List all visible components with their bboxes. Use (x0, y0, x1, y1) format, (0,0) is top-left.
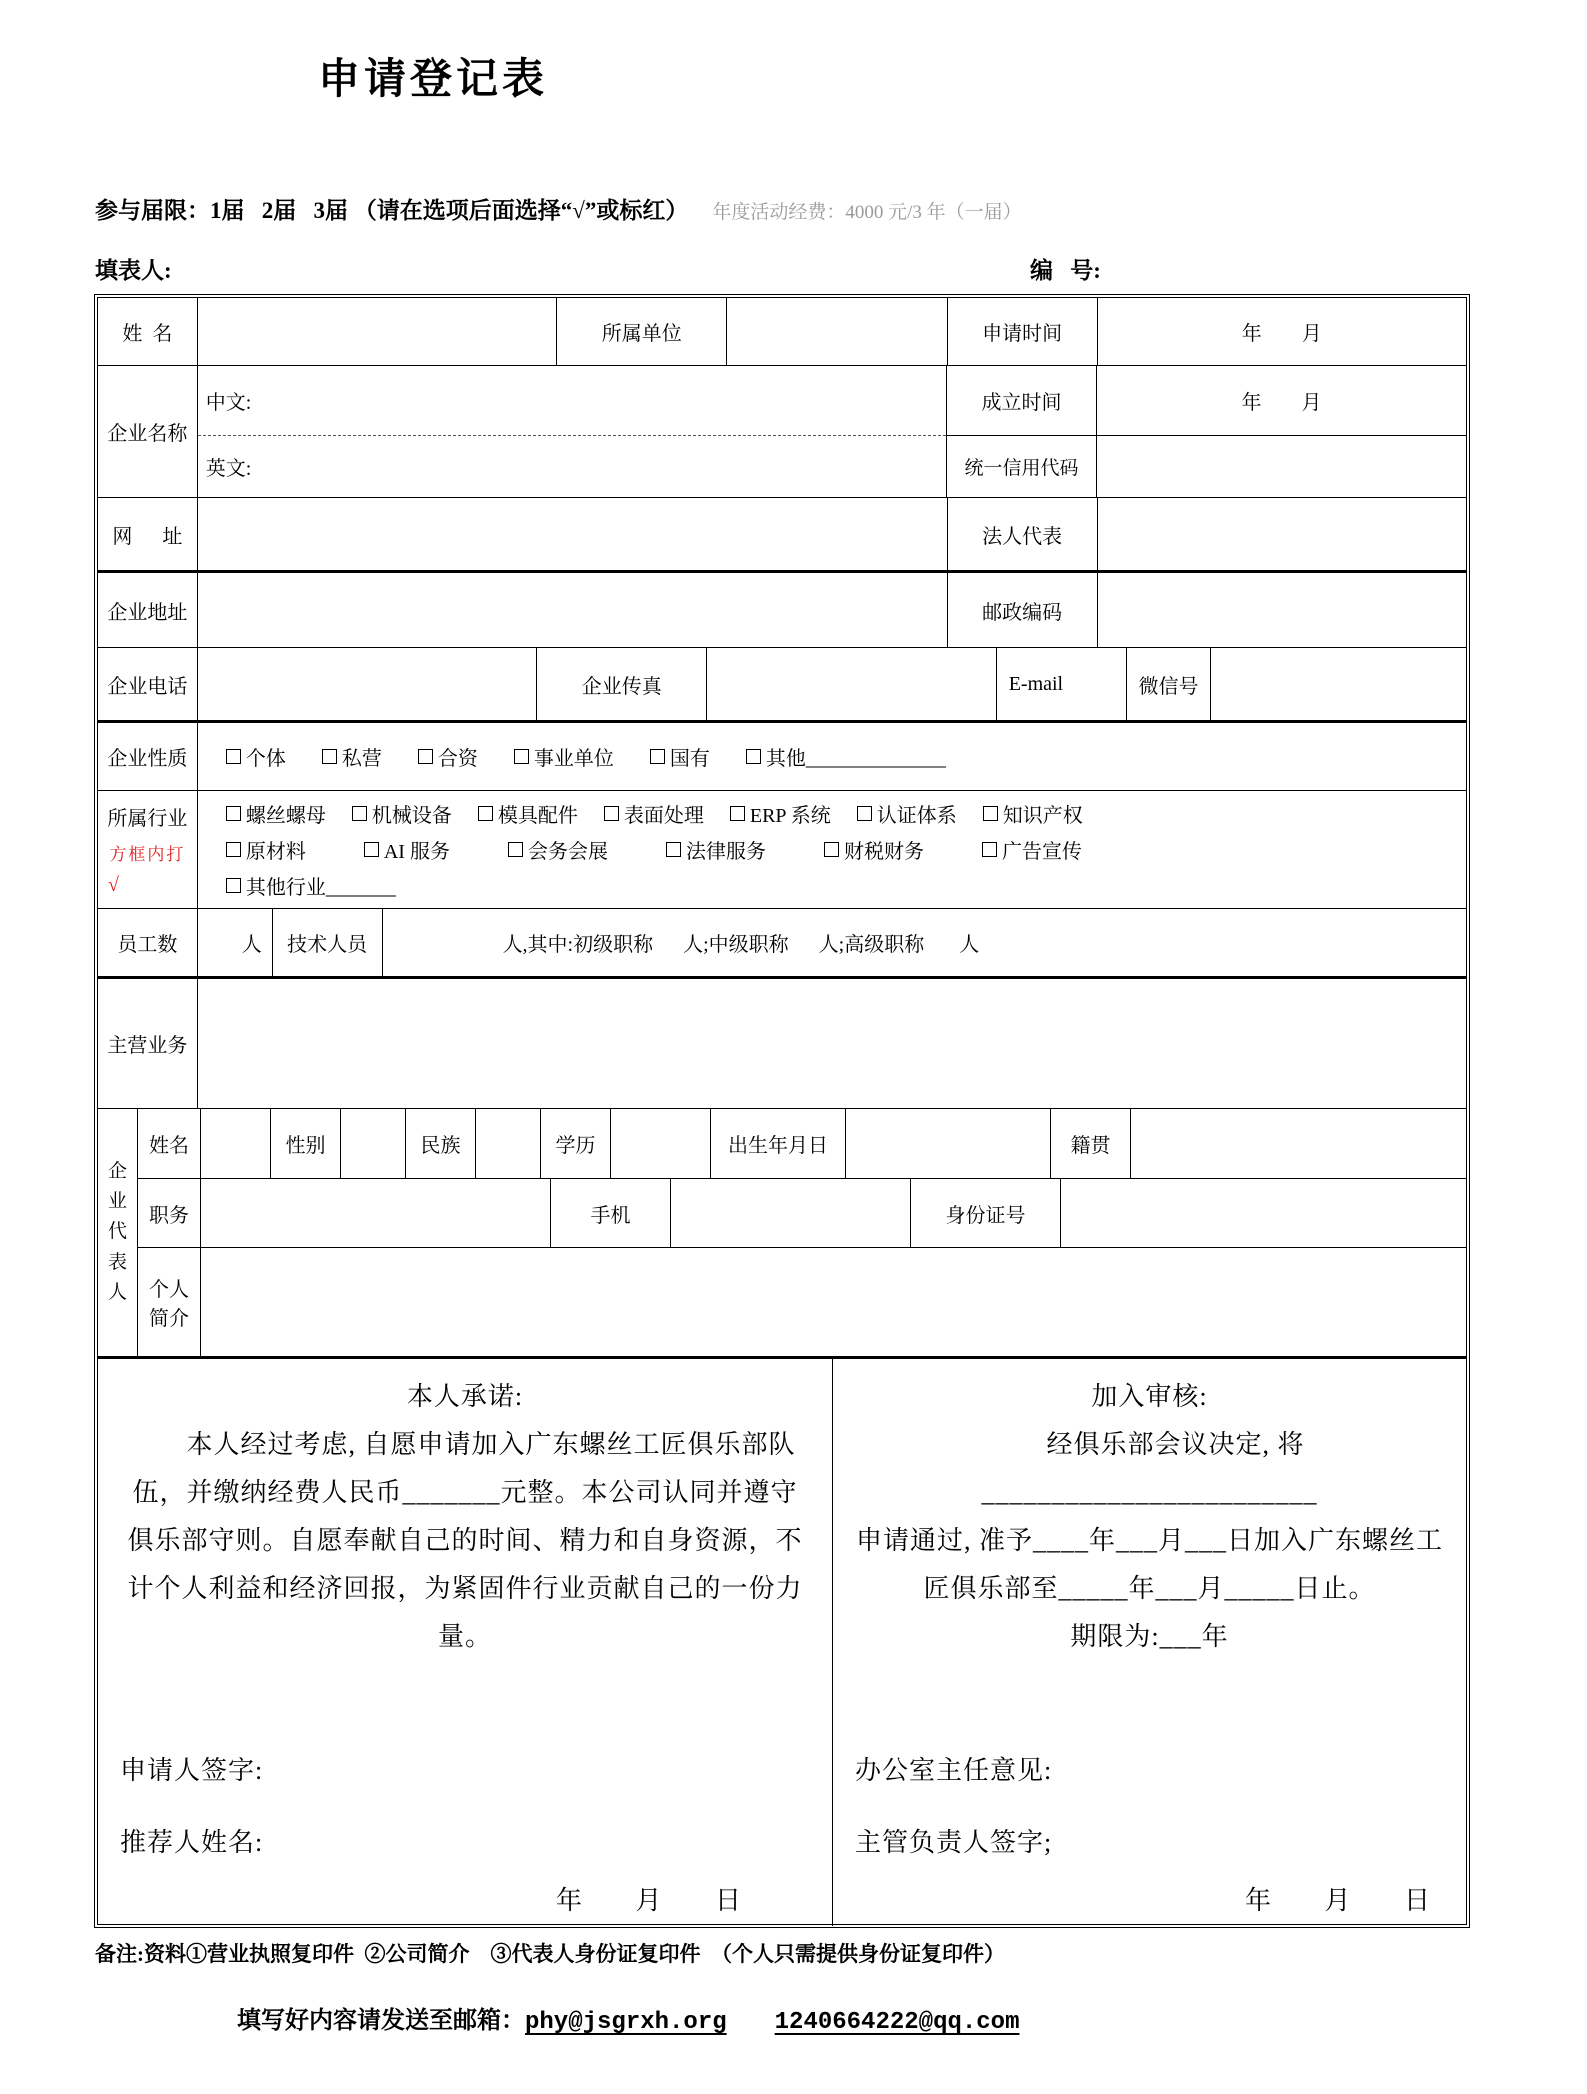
company-name-label: 企业名称 (98, 366, 198, 497)
rep-position-label: 职务 (138, 1179, 201, 1248)
checkbox-label: 私营 (341, 748, 382, 770)
rep-intro-value[interactable] (201, 1248, 1466, 1356)
checkbox-icon[interactable] (650, 749, 665, 764)
rep-birth-label: 出生年月日 (711, 1109, 846, 1178)
rep-label: 企业代表人 (98, 1109, 138, 1356)
row-website (98, 498, 1466, 573)
review-line3: 期限为:___年 (1070, 1622, 1229, 1652)
checkbox-label: AI 服务 (383, 840, 450, 863)
rep-mobile-value[interactable] (671, 1179, 911, 1248)
staff-count-label: 员工数 (98, 909, 198, 976)
rep-name-value[interactable] (201, 1109, 271, 1178)
supervisor-signature-label[interactable]: 主管负责人签字; (855, 1828, 1053, 1857)
review-line1: 经俱乐部会议决定, 将________________________ (981, 1430, 1318, 1508)
row-industry (98, 791, 1466, 909)
establish-time-label: 成立时间 (947, 366, 1097, 435)
checkbox-icon[interactable] (226, 806, 241, 821)
rep-edu-label: 学历 (541, 1109, 611, 1178)
wechat-value[interactable] (1211, 648, 1466, 720)
industry-option[interactable] (478, 799, 578, 828)
company-name-en[interactable]: 英文: (205, 458, 252, 480)
rep-mobile-label: 手机 (551, 1179, 671, 1248)
main-business-value[interactable] (198, 979, 1466, 1108)
postcode-label: 邮政编码 (948, 573, 1098, 647)
nature-option[interactable] (746, 742, 946, 771)
row-representative (98, 1109, 1466, 1359)
checkbox-label: 财税财务 (843, 840, 924, 863)
industry-label-block (98, 791, 198, 908)
rep-gender-label: 性别 (271, 1109, 341, 1178)
checkbox-icon[interactable] (857, 806, 872, 821)
checkbox-icon[interactable] (226, 749, 241, 764)
nature-option[interactable] (514, 742, 614, 771)
referrer-name-label[interactable]: 推荐人姓名: (120, 1828, 264, 1857)
checkbox-icon[interactable] (352, 806, 367, 821)
main-business-label: 主营业务 (98, 979, 198, 1108)
review-line2: 申请通过, 准予____年___月___日加入广东螺丝工匠俱乐部至_____年___月_____日止。 (855, 1526, 1443, 1604)
checkbox-label: 广告宣传 (1001, 840, 1082, 863)
fax-label: 企业传真 (537, 648, 707, 720)
fee-note: 年度活动经费：4000 元/3 年（一届） (712, 202, 1022, 223)
row-commitment-review (98, 1359, 1466, 1926)
tech-staff-detail[interactable]: 人,其中:初级职称 人;中级职称 人;高级职称 人 (502, 934, 980, 956)
industry-option[interactable] (983, 799, 1083, 828)
industry-label: 所属行业 (107, 807, 188, 830)
form-filler-label: 填表人: (95, 258, 172, 283)
checkbox-label: 法律服务 (685, 840, 766, 863)
postcode-value[interactable] (1098, 573, 1466, 647)
establish-time-value[interactable]: 年 月 (1241, 392, 1322, 414)
row-main-business (98, 979, 1466, 1109)
apply-time-label: 申请时间 (948, 298, 1098, 365)
wechat-label: 微信号 (1127, 648, 1212, 720)
checkbox-icon[interactable] (364, 842, 379, 857)
credit-code-label: 统一信用代码 (947, 436, 1097, 497)
phone-value[interactable] (198, 648, 538, 720)
checkbox-icon[interactable] (746, 749, 761, 764)
commitment-title: 本人承诺: (406, 1382, 524, 1411)
credit-code-value[interactable] (1097, 436, 1466, 497)
checkbox-label: 螺丝螺母 (245, 804, 326, 827)
review-cell (833, 1359, 1466, 1926)
rep-ethnic-value[interactable] (476, 1109, 541, 1178)
review-title: 加入审核: (1091, 1382, 1208, 1411)
review-date-line[interactable]: 年 月 日 (1244, 1886, 1431, 1915)
industry-options (198, 791, 1466, 908)
email-link-1[interactable]: phy@jsgrxh.org (525, 2009, 727, 2036)
name-value[interactable] (198, 298, 557, 365)
checkbox-icon[interactable] (666, 842, 681, 857)
fax-value[interactable] (707, 648, 997, 720)
rep-position-value[interactable] (201, 1179, 551, 1248)
nature-option[interactable] (322, 742, 382, 771)
rep-gender-value[interactable] (341, 1109, 406, 1178)
checkbox-label: 合资 (437, 748, 478, 770)
industry-option[interactable] (364, 835, 450, 864)
apply-time-value[interactable]: 年 月 (1241, 323, 1322, 345)
nature-options (198, 723, 1466, 790)
rep-origin-value[interactable] (1131, 1109, 1466, 1178)
staff-count-unit[interactable]: 人 (198, 909, 273, 976)
rep-name-label: 姓名 (138, 1109, 201, 1178)
checkbox-label: 个体 (245, 748, 286, 770)
nature-option[interactable] (226, 742, 286, 771)
rep-intro-label: 个人简介 (138, 1248, 201, 1356)
tech-staff-label: 技术人员 (273, 909, 383, 976)
checkbox-icon[interactable] (418, 749, 433, 764)
industry-option[interactable] (508, 835, 608, 864)
industry-option[interactable] (226, 835, 306, 864)
check-mark: √ (108, 874, 119, 897)
rep-edu-value[interactable] (611, 1109, 711, 1178)
rep-origin-label: 籍贯 (1051, 1109, 1131, 1178)
checkbox-icon[interactable] (226, 878, 241, 893)
industry-option[interactable] (824, 835, 924, 864)
commitment-cell (98, 1359, 833, 1926)
address-value[interactable] (198, 573, 948, 647)
email-link-2[interactable]: 1240664222@qq.com (774, 2009, 1020, 2036)
checkbox-icon[interactable] (508, 842, 523, 857)
unit-value[interactable] (727, 298, 948, 365)
checkbox-label: 其他行业_______ (245, 877, 396, 900)
nature-label: 企业性质 (98, 723, 198, 790)
participation-label: 参与届限：1届 2届 3届 （请在选项后面选择“√”或标红） (95, 198, 689, 223)
checkbox-label: ERP 系统 (749, 804, 831, 827)
application-table (97, 297, 1467, 1925)
email-label: E-mail (997, 648, 1127, 720)
checkbox-icon[interactable] (322, 749, 337, 764)
rep-birth-value[interactable] (846, 1109, 1051, 1178)
participation-line (95, 192, 1022, 225)
unit-label: 所属单位 (557, 298, 727, 365)
legal-rep-value[interactable] (1098, 498, 1466, 570)
page-title: 申请登记表 (318, 57, 549, 103)
send-to-label: 填写好内容请发送至邮箱： (237, 2008, 525, 2034)
rep-id-value[interactable] (1061, 1179, 1466, 1248)
industry-option[interactable] (666, 835, 766, 864)
checkbox-icon[interactable] (478, 806, 493, 821)
nature-option[interactable] (650, 742, 710, 771)
row-staff (98, 909, 1466, 979)
checkbox-label: 模具配件 (497, 804, 578, 827)
row-contacts (98, 648, 1466, 723)
checkbox-label: 会务会展 (527, 840, 608, 863)
applicant-signature-label[interactable]: 申请人签字: (120, 1756, 264, 1785)
company-name-cn[interactable]: 中文: (198, 366, 946, 436)
website-value[interactable] (198, 498, 948, 570)
row-company-nature (98, 723, 1466, 791)
industry-option[interactable] (730, 799, 831, 828)
industry-note-red: 方框内打 (109, 844, 186, 864)
industry-option[interactable] (982, 835, 1082, 864)
commitment-date-line[interactable]: 年 月 日 (555, 1886, 742, 1915)
checkbox-icon[interactable] (730, 806, 745, 821)
checkbox-label: 原材料 (245, 840, 306, 863)
checkbox-icon[interactable] (824, 842, 839, 857)
industry-option[interactable] (604, 799, 704, 828)
industry-option[interactable] (226, 871, 396, 900)
industry-option[interactable] (352, 799, 452, 828)
checkbox-label: 国有 (669, 748, 710, 770)
checkbox-icon[interactable] (226, 842, 241, 857)
industry-option[interactable] (226, 799, 326, 828)
name-label: 姓 名 (98, 298, 198, 365)
rep-ethnic-label: 民族 (406, 1109, 476, 1178)
website-label: 网 址 (98, 498, 198, 570)
row-applicant (98, 298, 1466, 366)
phone-label: 企业电话 (98, 648, 198, 720)
checkbox-icon[interactable] (983, 806, 998, 821)
checkbox-label: 机械设备 (371, 804, 452, 827)
commitment-body: 本人经过考虑, 自愿申请加入广东螺丝工匠俱乐部队伍，并缴纳经费人民币_______元整。本公司认同并遵守俱乐部守则。自愿奉献自己的时间、精力和自身资源，不计个人利益和经济回报，为紧固件行业贡献自己的一份力量。 (127, 1430, 803, 1652)
checkbox-label: 知识产权 (1002, 804, 1083, 827)
address-label: 企业地址 (98, 573, 198, 647)
checkbox-icon[interactable] (514, 749, 529, 764)
row-company-name (98, 366, 1466, 498)
legal-rep-label: 法人代表 (948, 498, 1098, 570)
office-director-opinion-label[interactable]: 办公室主任意见: (855, 1756, 1053, 1785)
checkbox-label: 表面处理 (623, 804, 704, 827)
remark-line: 备注:资料①营业执照复印件 ②公司简介 ③代表人身份证复印件 （个人只需提供身份证复印件） (95, 1942, 1005, 1966)
checkbox-icon[interactable] (604, 806, 619, 821)
checkbox-label: 其他______________ (765, 748, 946, 770)
footer-mail-line (237, 2000, 1019, 2036)
serial-number-label: 编 号: (1030, 258, 1101, 283)
checkbox-icon[interactable] (982, 842, 997, 857)
row-address (98, 573, 1466, 648)
checkbox-label: 事业单位 (533, 748, 614, 770)
industry-option[interactable] (857, 799, 957, 828)
rep-id-label: 身份证号 (911, 1179, 1061, 1248)
checkbox-label: 认证体系 (876, 804, 957, 827)
nature-option[interactable] (418, 742, 478, 771)
